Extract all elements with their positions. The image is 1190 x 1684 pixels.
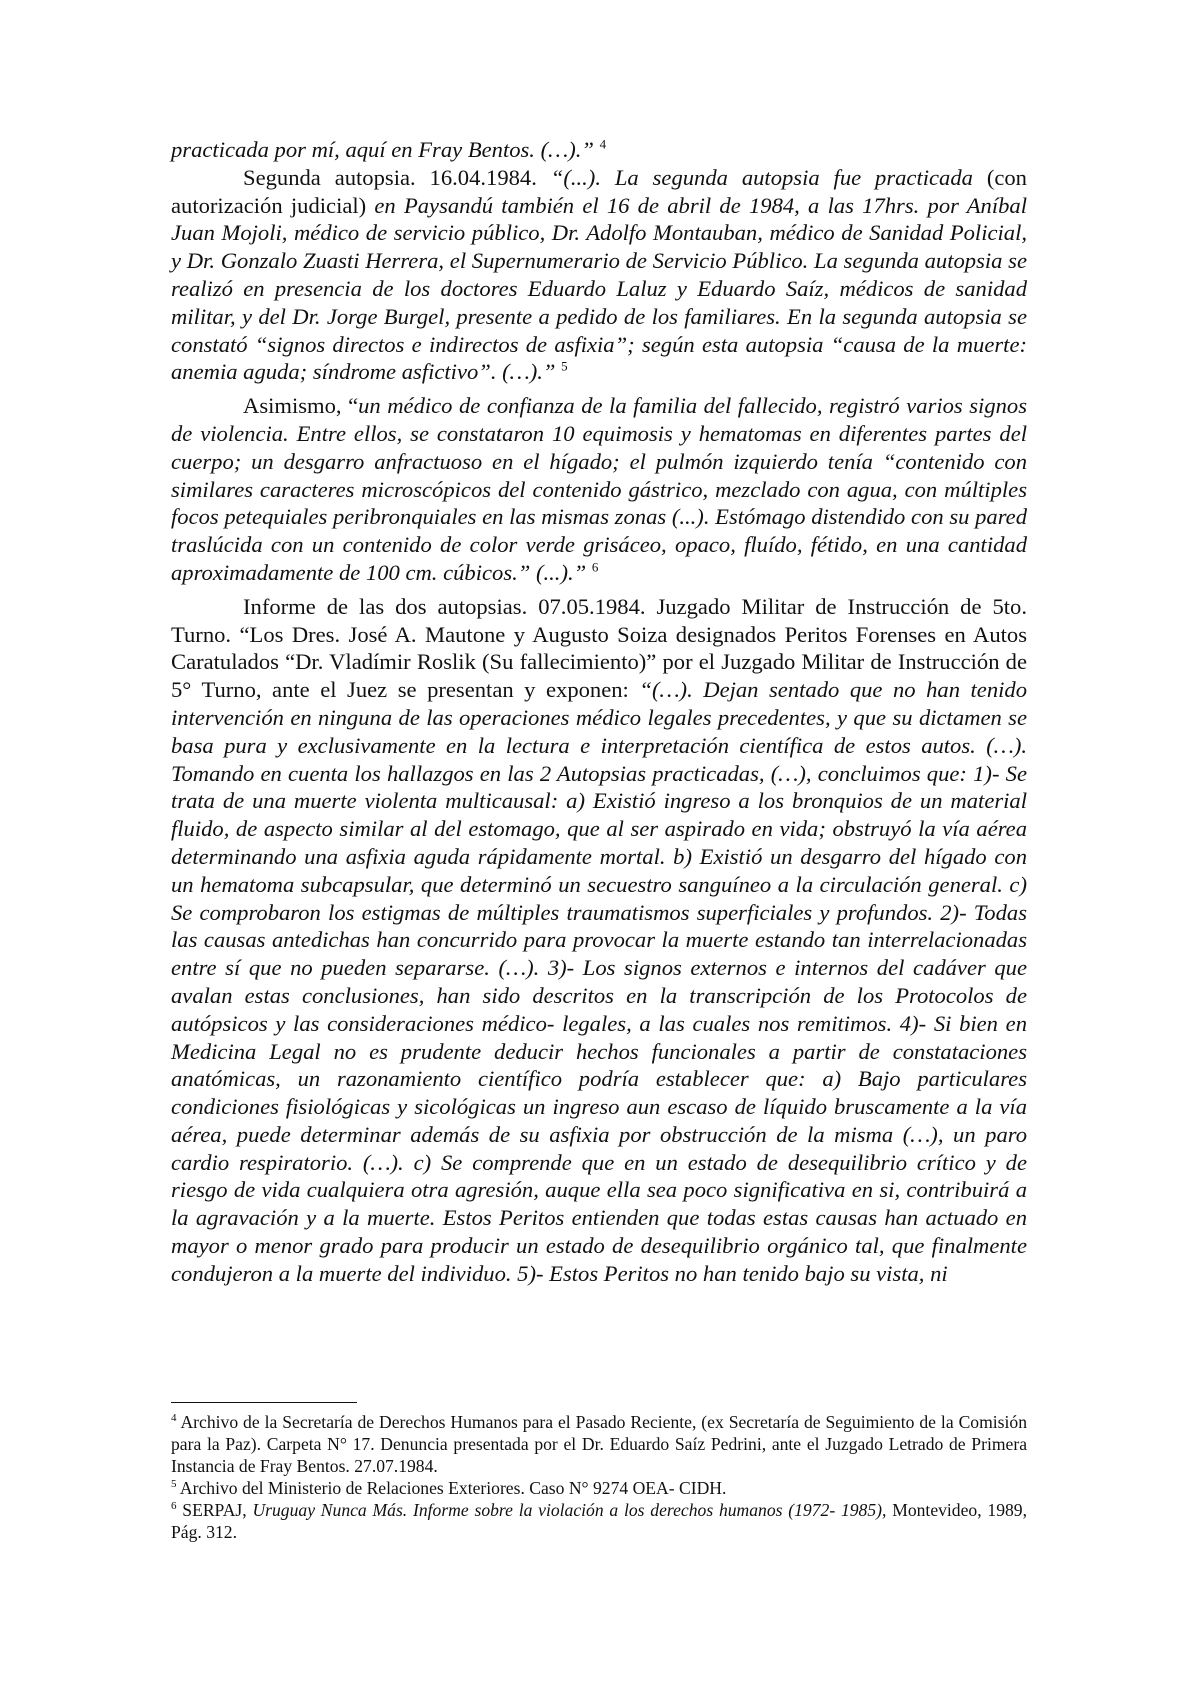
footnote-title: Uruguay Nunca Más. Informe sobre la violación a los derechos humanos (1972- 1985),: [252, 1500, 887, 1520]
quote-text: un médico de confianza de la familia del fallecido, registró varios signos de violencia. Entre ellos, se constataron 10 equimosis y hematomas en diferentes partes del cuerpo; un desgarro anfractuoso en el hígado; el pulmón izquierdo tenía “contenido con similares caracteres microscópicos del contenido gástrico, mezclado con agua, con múltiples focos petequiales peribronquiales en las mismas zonas (...). Estómago distendido con su pared traslúcida con un contenido de color verde grisáceo, opaco, fluído, fétido, en una cantidad aproximadamente de 100 cm. cúbicos.” (...).”: [171, 393, 1027, 585]
text-segment: (con autorización judicial): [171, 164, 1027, 218]
footnote-text: Archivo del Ministerio de Relaciones Exteriores. Caso N° 9274 OEA- CIDH.: [176, 1478, 727, 1498]
quote-text: en Paysandú también el 16 de abril de 1984, a las 17hrs. por Aníbal Juan Mojoli, médico de servicio público, Dr. Adolfo Montauban, médico de Sanidad Policial, y Dr. Gonzalo Zuasti Herrera, el Supernumerario de Servicio Público. La segunda autopsia se realizó en presencia de los doctores Eduardo Laluz y Eduardo Saíz, médicos de sanidad militar, y del Dr. Jorge Burgel, presente a pedido de los familiares. En la segunda autopsia se constató “signos directos e indirectos de asfixia”; según esta autopsia “causa de la muerte: anemia aguda; síndrome asfictivo”. (…).”: [171, 192, 1027, 385]
paragraph-3: [171, 392, 1027, 587]
quote-text: practicada por mí, aquí en Fray Bentos. (…).”: [171, 137, 594, 162]
footnote-5: [171, 1477, 1027, 1499]
text-segment: Asimismo, “: [243, 393, 359, 419]
paragraph-2: [171, 164, 1027, 386]
footnotes: [171, 1411, 1027, 1543]
footnote-number: 6: [171, 1500, 177, 1513]
quote-text: “(...). La segunda autopsia fue practicada: [550, 164, 973, 190]
footnote-number: 5: [171, 1478, 177, 1491]
footnote-6: [171, 1499, 1027, 1543]
footnote-text: SERPAJ,: [176, 1500, 253, 1520]
footnote-number: 4: [171, 1412, 177, 1425]
text-segment: Segunda autopsia. 16.04.1984.: [243, 164, 551, 190]
footnote-ref-5: 5: [561, 358, 568, 374]
footnote-text: Montevideo, 1989, Pág. 312.: [171, 1500, 1027, 1542]
footnote-ref-6: 6: [591, 559, 599, 575]
paragraph-1: [171, 136, 1027, 164]
footnote-4: [171, 1411, 1027, 1477]
text-segment: Informe de las dos autopsias. 07.05.1984. Juzgado Militar de Instrucción de 5to. Turno. “Los Dres. José A. Mautone y Augusto Soiza designados Peritos Forenses en Autos Caratulados “Dr. Vladímir Roslik (Su fallecimiento)” por el Juzgado Militar de Instrucción de 5° Turno, ante el Juez se presentan y exponen:: [171, 593, 1027, 703]
footnote-text: Archivo de la Secretaría de Derechos Humanos para el Pasado Reciente, (ex Secretaría de Seguimiento de la Comisión para la Paz). Carpeta N° 17. Denuncia presentada por el Dr. Eduardo Saíz Pedrini, ante el Juzgado Letrado de Primera Instancia de Fray Bentos. 27.07.1984.: [171, 1412, 1027, 1476]
footnote-ref-4: 4: [599, 136, 607, 152]
footnote-separator: [171, 1402, 357, 1403]
body-text: [171, 136, 1027, 1288]
paragraph-4: [171, 593, 1027, 1288]
quote-text: “(…). Dejan sentado que no han tenido intervención en ninguna de las operaciones médico legales precedentes, y que su dictamen se basa pura y exclusivamente en la lectura e interpretación científica de estos autos. (…). Tomando en cuenta los hallazgos en las 2 Autopsias practicadas, (…), concluimos que: 1)- Se trata de una muerte violenta multicausal: a) Existió ingreso a los bronquios de un material fluido, de aspecto similar al del estomago, que al ser aspirado en vida; obstruyó la vía aérea determinando una asfixia aguda rápidamente mortal. b) Existió un desgarro del hígado con un hematoma subcapsular, que determinó un secuestro sanguíneo a la circulación general. c) Se comprobaron los estigmas de múltiples traumatismos superficiales y profundos. 2)- Todas las causas antedichas han concurrido para provocar la muerte estando tan interrelacionadas entre sí que no pueden separarse. (…). 3)- Los signos externos e internos del cadáver que avalan estas conclusiones, han sido descritos en la transcripción de los Protocolos de autópsicos y las consideraciones médico- legales, a las cuales nos remitimos. 4)- Si bien en Medicina Legal no es prudente deducir hechos funcionales a partir de constataciones anatómicas, un razonamiento científico podría establecer que: a) Bajo particulares condiciones fisiológicas y sicológicas un ingreso aun escaso de líquido bruscamente a la vía aérea, puede determinar además de su asfixia por obstrucción de la misma (…), un paro cardio respiratorio. (…). c) Se comprende que en un estado de desequilibrio crítico y de riesgo de vida cualquiera otra agresión, auque ella sea poco significativa en si, contribuirá a la agravación y a la muerte. Estos Peritos entienden que todas estas causas han actuado en mayor o menor grado para producir un estado de desequilibrio orgánico tal, que finalmente condujeron a la muerte del individuo. 5)- Estos Peritos no han tenido bajo su vista, ni: [171, 677, 1027, 1286]
document-page: [171, 136, 1027, 1288]
